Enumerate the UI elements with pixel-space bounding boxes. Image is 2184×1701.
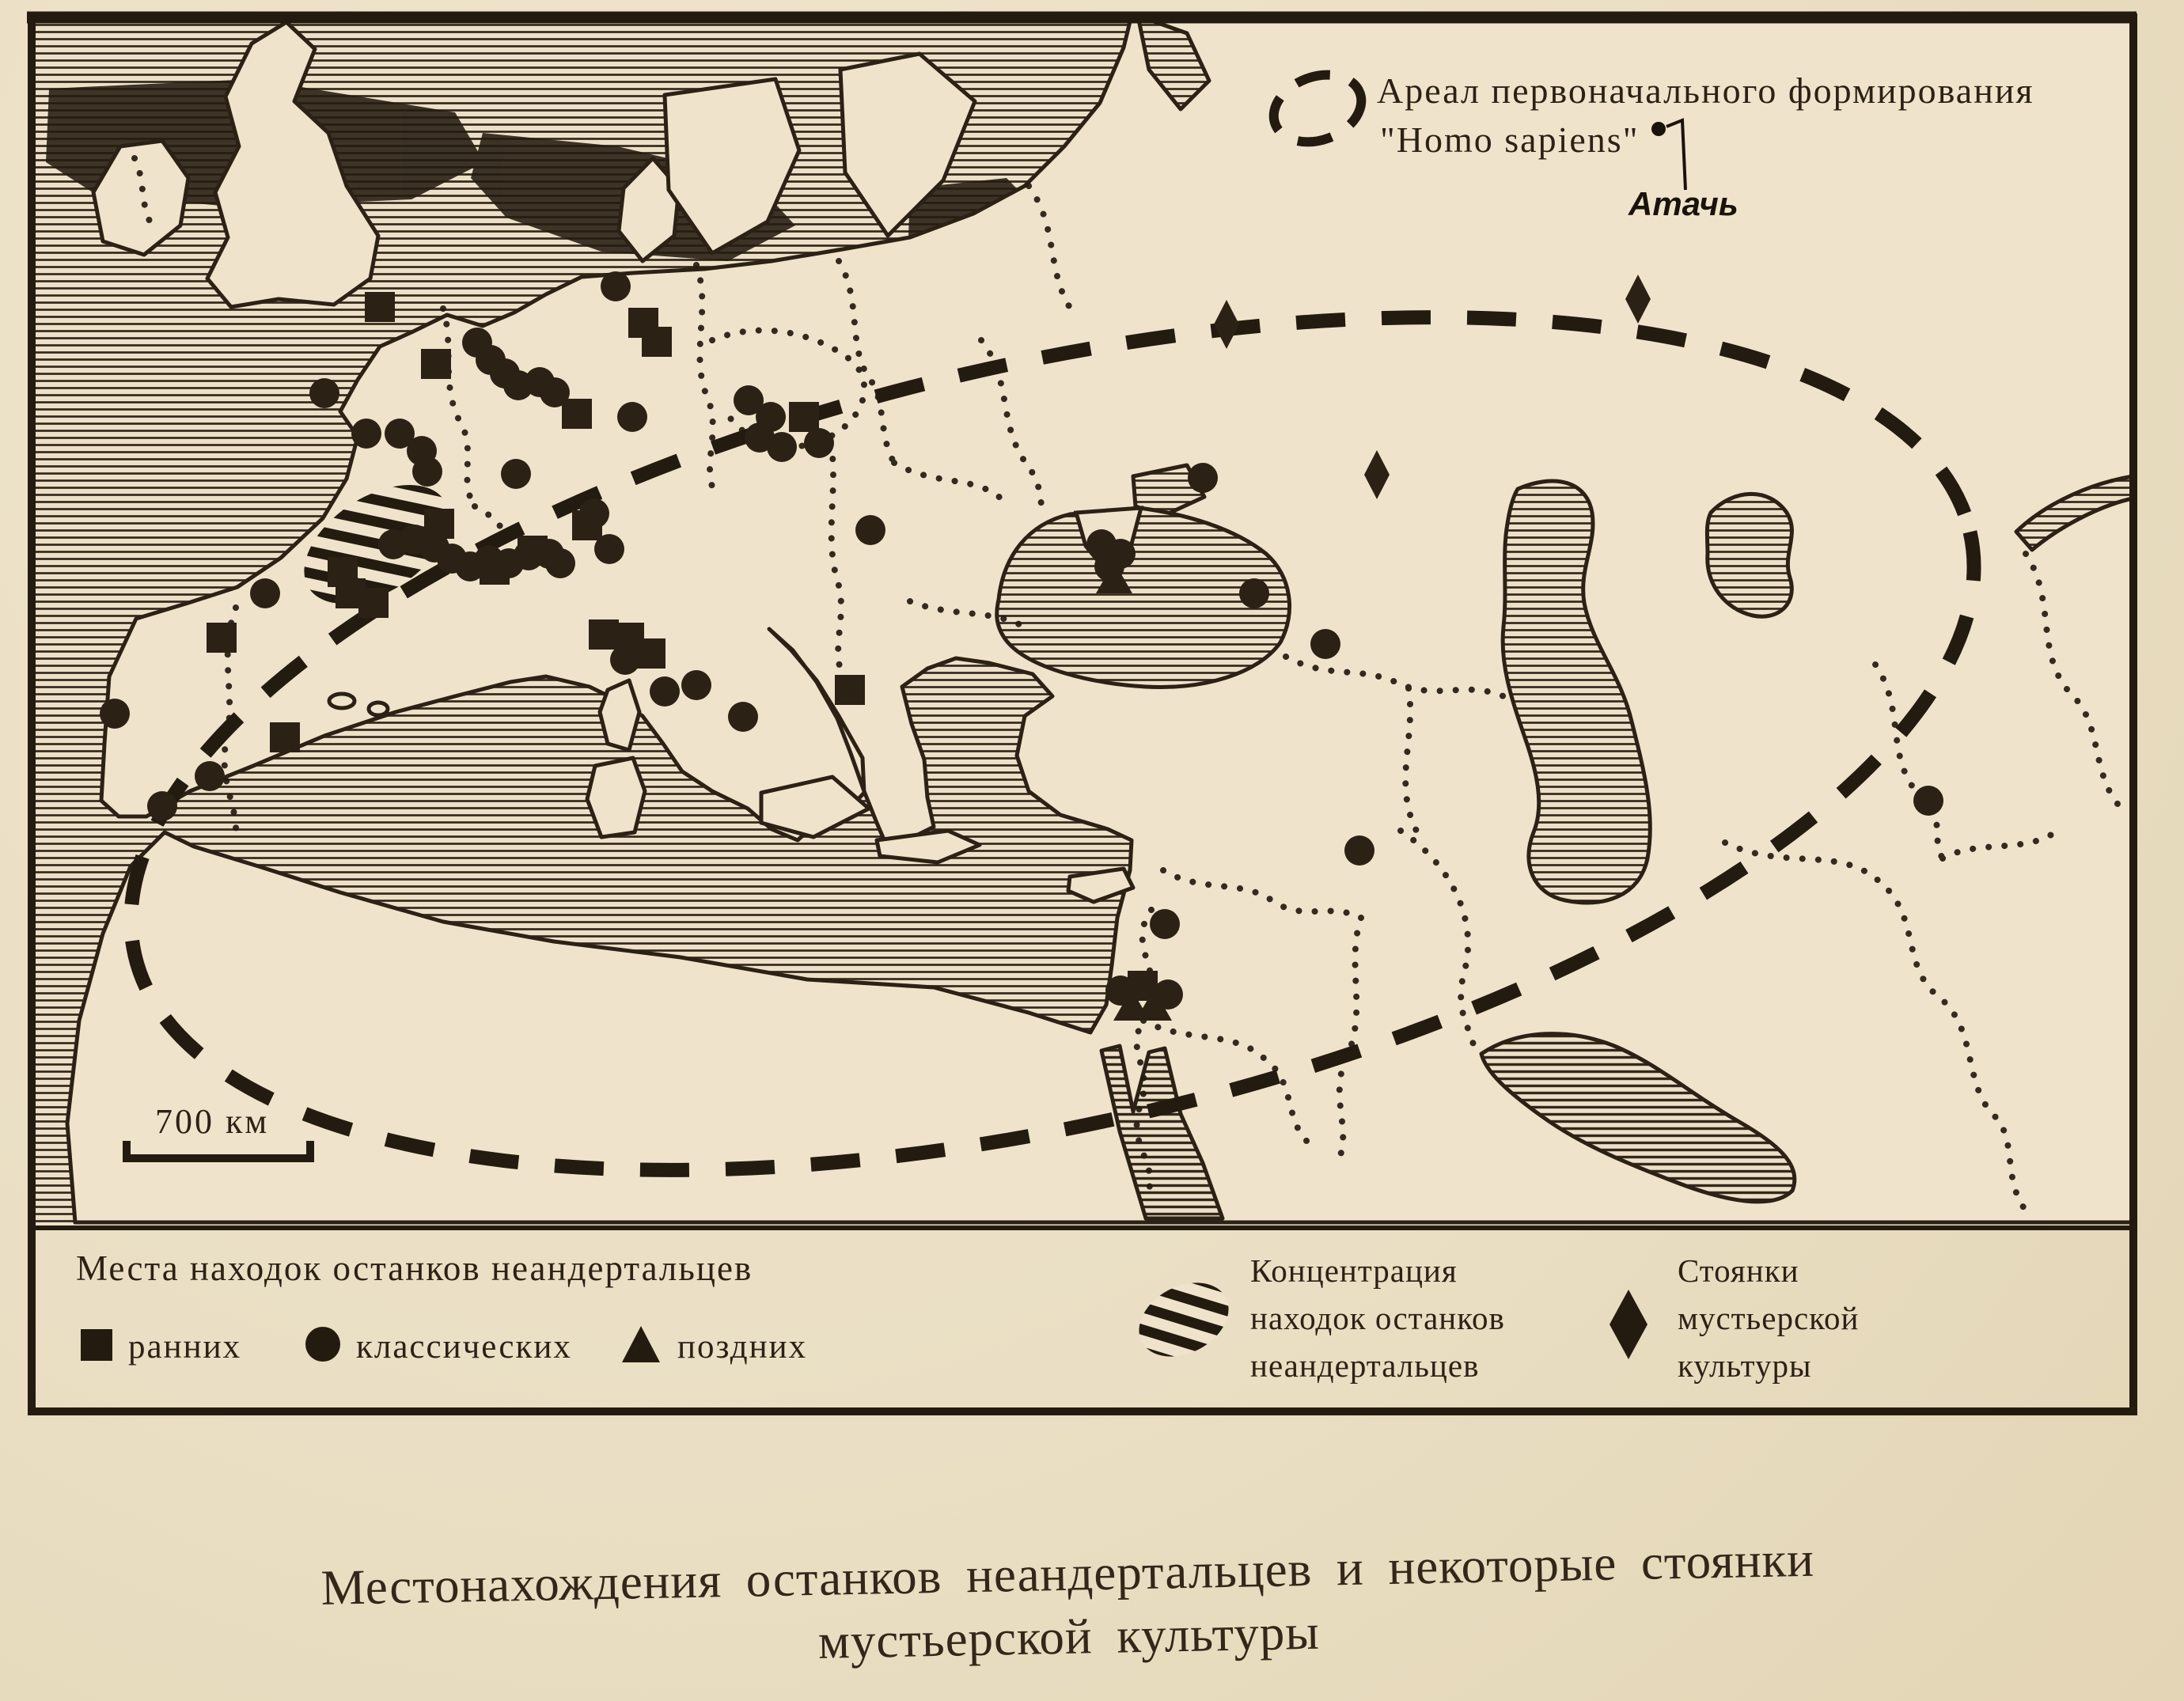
marker-circle [100,699,130,729]
marker-circle [309,378,339,408]
marker-circle [501,459,531,489]
legend-mousterian-line1: Стоянки [1678,1252,1799,1289]
marker-circle [545,548,575,578]
legend-concentration-line1: Концентрация [1250,1252,1458,1289]
marker-square [270,722,300,752]
marker-square [789,402,819,432]
marker-circle [147,791,177,821]
marker-circle [610,645,640,675]
marker-circle [601,271,631,301]
legend-circle-icon [305,1327,340,1362]
island-corsica [600,680,639,750]
marker-circle [1239,578,1269,608]
island-sardinia [587,758,645,837]
legend-classic-label: классических [356,1328,572,1366]
marker-circle [855,515,885,545]
marker-circle [650,676,680,707]
marker-circle [1913,786,1943,816]
formation-area-label-line1: Ареал первоначального формирования [1377,70,2034,111]
marker-square [562,399,592,429]
legend-concentration-line3: неандертальцев [1250,1347,1480,1384]
marker-square [358,588,389,618]
caption-line1: Местонахождения останков неандертальцев и некоторые стоянки [320,1531,1815,1616]
atach-label: Атачь [1629,185,1738,222]
legend-late-label: поздних [677,1328,808,1366]
legend-header: Места находок останков неандертальцев [76,1248,753,1288]
legend-triangle-icon [622,1326,660,1362]
marker-square [365,292,395,322]
marker-circle [540,377,570,407]
formation-area-label-line2: "Homo sapiens" [1380,119,1640,160]
marker-circle [412,457,442,487]
marker-circle [579,498,609,528]
marker-square [835,675,865,705]
marker-circle [594,534,624,564]
marker-circle [351,419,381,449]
marker-circle [1188,463,1218,493]
marker-circle [250,578,280,608]
marker-circle [767,432,797,462]
marker-circle [728,702,758,732]
marker-circle [1150,909,1180,939]
marker-circle [195,761,225,791]
marker-circle [617,402,647,432]
atach-point [1651,122,1666,136]
legend-diamond-icon [1610,1290,1647,1359]
legend-mousterian-line2: мустьерской [1678,1300,1860,1336]
marker-circle [681,670,711,700]
marker-square [635,638,665,669]
legend-concentration-icon [1126,1268,1241,1372]
marker-square [421,349,451,379]
legend-square-icon [81,1329,112,1361]
island-balearic-2 [369,703,388,715]
figure-caption [320,1532,1816,1679]
marker-circle [1344,835,1374,866]
map-area [32,15,2133,1325]
caption-line2: мустьерской культуры [817,1604,1321,1669]
marker-circle [804,428,834,458]
island-balearic-1 [329,694,355,708]
marker-square [642,327,672,357]
marker-circle [514,540,544,570]
legend-mousterian-line3: культуры [1678,1347,1812,1384]
symbol-legend [76,1248,1859,1384]
scale-bar-label: 700 км [155,1102,270,1141]
legend-concentration-line2: находок останков [1250,1300,1505,1336]
marker-square [207,623,237,653]
legend-early-label: ранних [128,1328,242,1366]
marker-circle [1310,629,1340,659]
